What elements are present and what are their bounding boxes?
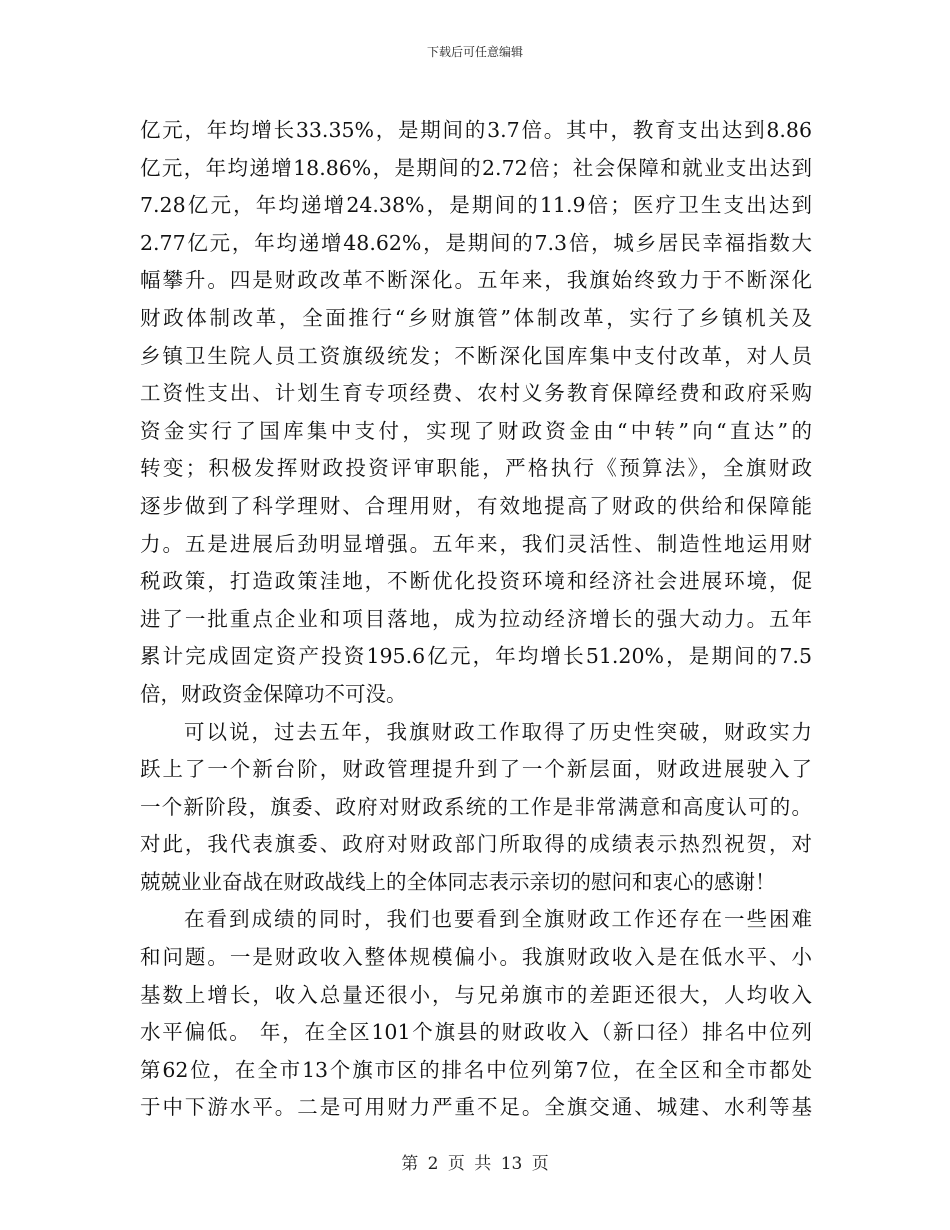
- text-line: 逐步做到了科学理财、合理用财，有效地提高了财政的供给和保障能: [140, 493, 812, 518]
- page-number-footer: 第 2 页 共 13 页: [401, 1154, 549, 1174]
- document-body: [140, 112, 812, 1127]
- text-line: 幅攀升。四是财政改革不断深化。五年来，我旗始终致力于不断深化: [140, 268, 812, 293]
- text-line: 工资性支出、计划生育专项经费、农村义务教育保障经费和政府采购: [140, 381, 812, 406]
- text-line: 于中下游水平。二是可用财力严重不足。全旗交通、城建、水利等基: [140, 1095, 812, 1120]
- text-line: 力。五是进展后劲明显增强。五年来，我们灵活性、制造性地运用财: [140, 531, 812, 556]
- text-line: 亿元，年均增长33.35%，是期间的3.7倍。其中，教育支出达到8.86: [140, 118, 812, 142]
- text-line: 转变；积极发挥财政投资评审职能，严格执行《预算法》，全旗财政: [140, 456, 812, 481]
- text-line: 亿元，年均递增18.86%，是期间的2.72倍；社会保障和就业支出达到: [140, 155, 812, 180]
- text-line: 和问题。一是财政收入整体规模偏小。我旗财政收入是在低水平、小: [140, 945, 812, 970]
- text-line: 一个新阶段，旗委、政府对财政系统的工作是非常满意和高度认可的。: [140, 794, 812, 819]
- text-line: 税政策，打造政策洼地，不断优化投资环境和经济社会进展环境，促: [140, 569, 812, 594]
- text-line: 资金实行了国库集中支付，实现了财政资金由“中转”向“直达”的: [140, 418, 812, 443]
- text-line: 在看到成绩的同时，我们也要看到全旗财政工作还存在一些困难: [184, 907, 812, 932]
- page-header-note: 下载后可任意编辑: [426, 45, 523, 59]
- text-line: 财政体制改革，全面推行“乡财旗管”体制改革，实行了乡镇机关及: [140, 305, 812, 330]
- text-line: 7.28亿元，年均递增24.38%，是期间的11.9倍；医疗卫生支出达到: [140, 193, 812, 218]
- text-line: 倍，财政资金保障功不可没。: [140, 681, 407, 706]
- text-line: 对此，我代表旗委、政府对财政部门所取得的成绩表示热烈祝贺，对: [140, 832, 812, 857]
- text-line: 可以说，过去五年，我旗财政工作取得了历史性突破，财政实力: [184, 719, 812, 744]
- text-line: 进了一批重点企业和项目落地，成为拉动经济增长的强大动力。五年: [140, 606, 812, 631]
- text-line: 跃上了一个新台阶，财政管理提升到了一个新层面，财政进展驶入了: [140, 757, 812, 782]
- text-line: 兢兢业业奋战在财政战线上的全体同志表示亲切的慰问和衷心的感谢！: [140, 869, 776, 894]
- text-line: 2.77亿元，年均递增48.62%，是期间的7.3倍，城乡居民幸福指数大: [140, 230, 812, 255]
- text-line: 水平偏低。 年，在全区101个旗县的财政收入（新口径）排名中位列: [140, 1020, 812, 1045]
- text-line: 乡镇卫生院人员工资旗级统发；不断深化国库集中支付改革，对人员: [140, 343, 812, 368]
- text-line: 累计完成固定资产投资195.6亿元，年均增长51.20%，是期间的7.5: [140, 644, 812, 669]
- text-line: 第62位，在全市13个旗市区的排名中位列第7位，在全区和全市都处: [140, 1057, 812, 1082]
- text-line: 基数上增长，收入总量还很小，与兄弟旗市的差距还很大，人均收入: [140, 982, 812, 1007]
